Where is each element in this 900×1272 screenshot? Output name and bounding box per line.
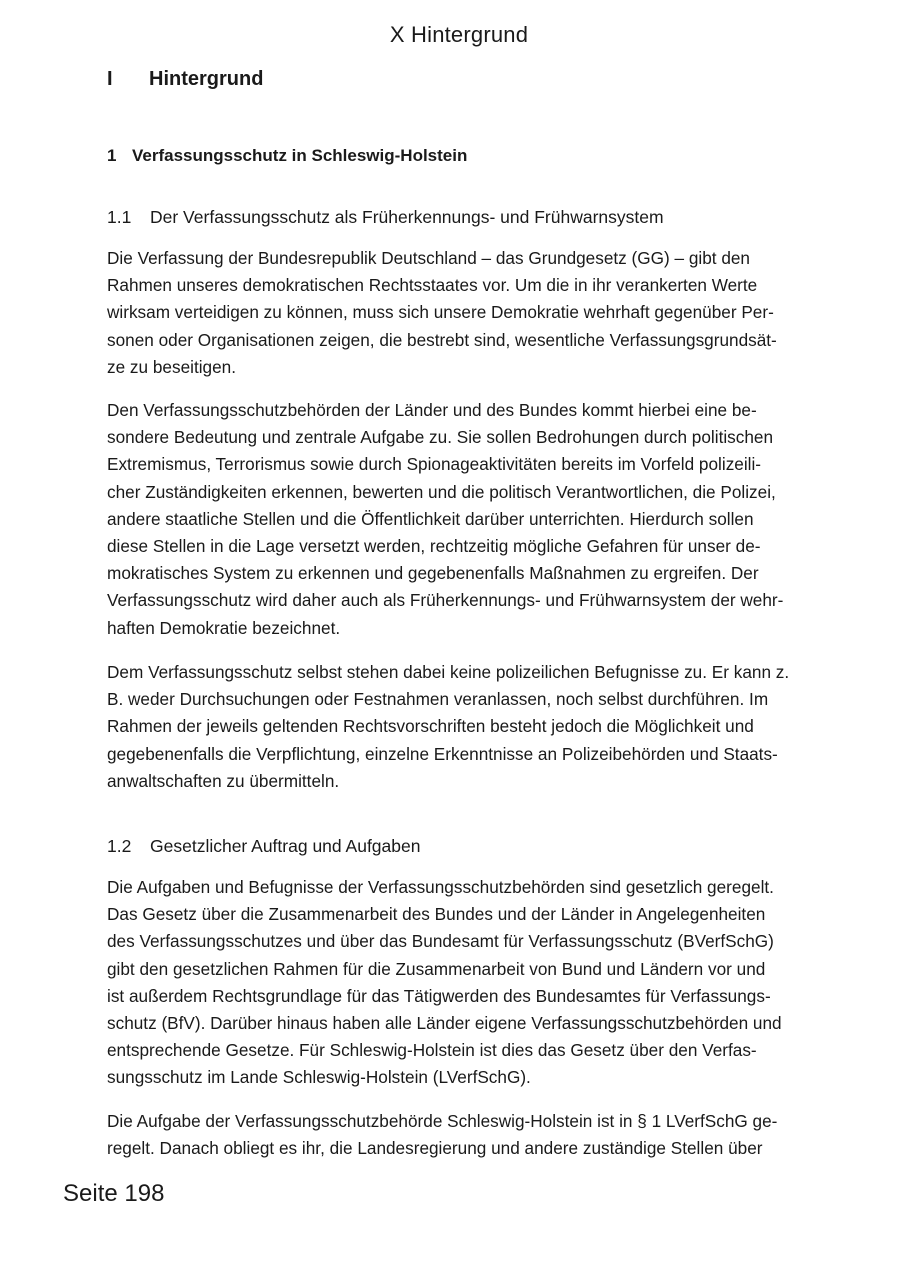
paragraph xyxy=(107,1108,835,1162)
text-line: Die Aufgaben und Befugnisse der Verfassungsschutzbehörden sind gesetzlich geregelt. xyxy=(107,877,774,897)
text-line: Rahmen unseres demokratischen Rechtsstaates vor. Um die in ihr verankerten Werte xyxy=(107,275,758,296)
subsection-heading xyxy=(107,836,420,857)
text-line: ist außerdem Rechtsgrundlage für das Tätigwerden des Bundesamtes für Verfassungs- xyxy=(107,985,771,1006)
running-head: X Hintergrund xyxy=(389,22,529,47)
subsection-heading xyxy=(107,207,664,228)
text-line: Die Verfassung der Bundesrepublik Deutschland – das Grundgesetz (GG) – gibt den xyxy=(107,248,750,268)
paragraph xyxy=(107,874,835,1092)
text-line: Das Gesetz über die Zusammenarbeit des Bundes und der Länder in Angelegenheiten xyxy=(107,904,766,925)
subsection-title: Gesetzlicher Auftrag und Aufgaben xyxy=(150,836,421,856)
text-line: anwaltschaften zu übermitteln. xyxy=(107,770,340,791)
section-heading xyxy=(107,146,467,166)
chapter-title: Hintergrund xyxy=(149,68,264,90)
text-line: Verfassungsschutz wird daher auch als Früherkennungs- und Frühwarnsystem der wehr- xyxy=(107,590,784,611)
text-line: Die Aufgabe der Verfassungsschutzbehörde Schleswig-Holstein ist in § 1 LVerfSchG ge- xyxy=(107,1111,778,1131)
section-title: Verfassungsschutz in Schleswig-Holstein xyxy=(132,146,468,165)
text-line: Extremismus, Terrorismus sowie durch Spionageaktivitäten bereits im Vorfeld polizeili- xyxy=(107,454,762,475)
chapter-number: I xyxy=(107,68,113,90)
chapter-heading xyxy=(107,68,263,91)
subsection-number: 1.1 xyxy=(107,207,132,227)
page-number: Seite 198 xyxy=(63,1180,165,1207)
text-line: des Verfassungsschutzes und über das Bundesamt für Verfassungsschutz (BVerfSchG) xyxy=(107,931,774,952)
text-line: wirksam verteidigen zu können, muss sich unsere Demokratie wehrhaft gegenüber Per- xyxy=(107,302,774,323)
text-line: sonen oder Organisationen zeigen, die bestrebt sind, wesentliche Verfassungsgrundsät- xyxy=(107,329,777,350)
text-line: ze zu beseitigen. xyxy=(107,356,236,377)
text-line: andere staatliche Stellen und die Öffentlichkeit darüber unterrichten. Hierdurch sollen xyxy=(107,508,754,529)
text-line: schutz (BfV). Darüber hinaus haben alle Länder eigene Verfassungsschutzbehörden und xyxy=(107,1013,782,1034)
text-line: Dem Verfassungsschutz selbst stehen dabei keine polizeilichen Befugnisse zu. Er kann z. xyxy=(107,662,790,682)
subsection-number: 1.2 xyxy=(107,836,132,856)
text-line: B. weder Durchsuchungen oder Festnahmen veranlassen, noch selbst durchführen. Im xyxy=(107,689,769,710)
paragraph xyxy=(107,245,835,381)
text-line: cher Zuständigkeiten erkennen, bewerten und die politisch Verantwortlichen, die Polizei, xyxy=(107,481,776,502)
paragraph xyxy=(107,659,835,795)
text-line: diese Stellen in die Lage versetzt werden, rechtzeitig mögliche Gefahren für unser de- xyxy=(107,536,761,557)
text-line: Den Verfassungsschutzbehörden der Länder und des Bundes kommt hierbei eine be- xyxy=(107,400,757,420)
text-line: mokratisches System zu erkennen und gegebenenfalls Maßnahmen zu ergreifen. Der xyxy=(107,563,759,584)
text-line: gegebenenfalls die Verpflichtung, einzelne Erkenntnisse an Polizeibehörden und Staats- xyxy=(107,743,778,764)
section-number: 1 xyxy=(107,146,117,165)
text-line: sondere Bedeutung und zentrale Aufgabe zu. Sie sollen Bedrohungen durch politischen xyxy=(107,427,774,448)
text-line: sungsschutz im Lande Schleswig-Holstein (LVerfSchG). xyxy=(107,1067,531,1088)
text-line: Rahmen der jeweils geltenden Rechtsvorschriften besteht jedoch die Möglichkeit und xyxy=(107,716,754,737)
text-line: gibt den gesetzlichen Rahmen für die Zusammenarbeit von Bund und Ländern vor und xyxy=(107,958,766,979)
subsection-title: Der Verfassungsschutz als Früherkennungs- und Frühwarnsystem xyxy=(150,207,664,227)
text-line: haften Demokratie bezeichnet. xyxy=(107,617,341,638)
text-line: regelt. Danach obliegt es ihr, die Landesregierung und andere zuständige Stellen über xyxy=(107,1138,763,1159)
text-line: entsprechende Gesetze. Für Schleswig-Holstein ist dies das Gesetz über den Verfas- xyxy=(107,1040,757,1061)
paragraph xyxy=(107,397,835,642)
